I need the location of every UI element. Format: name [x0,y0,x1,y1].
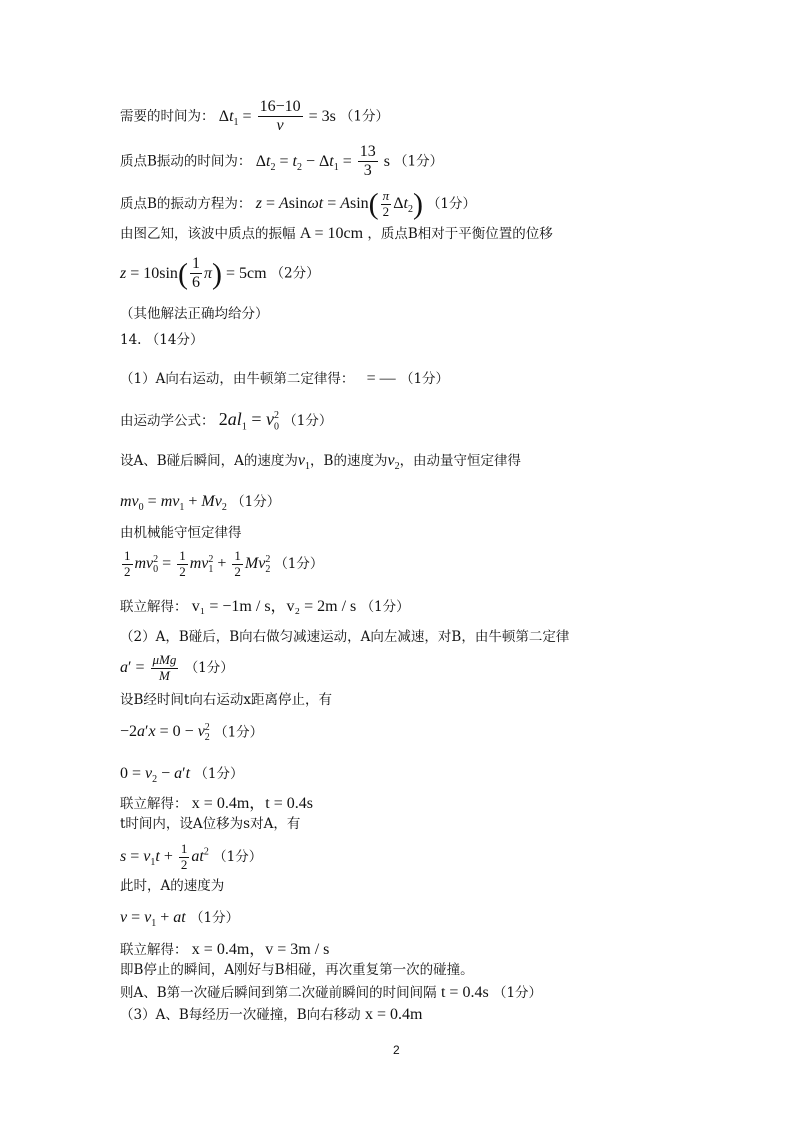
note-other-solutions: （其他解法正确均给分） [120,306,269,322]
line-deceleration [120,653,234,684]
line-part3 [120,1007,422,1023]
text-amplitude-a: 由图乙知，该波中质点的振幅 [120,226,296,242]
formula-kinematic-x: $-2a'x = 0 - v_2^2$ [120,722,210,744]
text-collision-a: 设A、B碰后瞬间，A的速度为 [120,453,298,469]
score-note: （1分） [184,660,234,677]
formula-x-t: x = 0.4m，t = 0.4s [191,795,313,812]
formula-kinematic-t: $0 = v_2 - a't$ [120,765,191,786]
score-note: （1分） [213,849,263,866]
line-repeat-collision: 即B停止的瞬间，A刚好与B相碰，再次重复第一次的碰撞。 [120,962,474,978]
formula-s: $s = v_1t$ + $\frac{1}{2}$ $at^2$ [120,841,209,872]
line-time-interval [120,985,542,1001]
line-collision-setup [120,453,521,472]
line-vibration-equation [120,189,476,220]
formula-blank: = — [358,370,396,387]
formula-x-v: x = 0.4m，v = 3m / s [191,941,330,958]
text-time-interval: 则A、B第一次碰后瞬间到第二次碰前瞬间的时间间隔 [120,985,437,1001]
label-solve: 联立解得： [120,599,188,615]
formula-2al: $2al_1 = v_0^2$ [218,409,279,433]
formula-displacement: z = 10sin( $\frac{1}{6}$ π) = 5cm [120,255,267,292]
score-note: （1分） [360,599,410,615]
line-displacement [120,255,320,293]
formula-a-prime: a′ = $\frac{\text{μMg}}{M}$ [120,652,177,683]
score-note: （1分） [190,910,240,926]
line-v-formula [120,910,239,929]
score-note: （1分） [399,371,450,387]
label-time-needed: 需要的时间为： [120,108,215,125]
score-note: （1分） [492,985,543,1001]
result-5cm: = 5cm [225,264,267,282]
line-energy-heading: 由机械能守恒定律得 [120,525,242,541]
formula-delta-t1: $\Delta t_1$ = $\frac{16-10}{v}$ = 3s [218,98,336,135]
formula-x-move: x = 0.4m [364,1006,423,1023]
line-s-formula [120,842,262,873]
score-note: （1分） [426,196,477,213]
formula-momentum: $mv_0 = mv_1 + Mv_2$ [120,493,227,514]
formula-energy: $\frac{1}{2}$ $mv_0^2$ = $\frac{1}{2}$ $mv_1^2$ + $\frac{1}{2}$ $Mv_2^2$ [124,548,271,579]
page-number: 2 [393,1043,400,1057]
label-kinematics: 由运动学公式： [120,413,215,429]
line-a-velocity-heading: 此时，A的速度为 [120,878,225,894]
line-solve-x-v [120,942,329,958]
score-note: （1分） [274,556,324,573]
fraction-denominator: v [276,117,284,135]
formula-velocities: v₁ = −1m / s，v₂ = 2m / s [191,598,357,615]
score-note: （1分） [231,494,281,510]
text-part1: （1）A向右运动，由牛顿第二定律得： [120,371,355,387]
line-newton-second-law [120,371,449,387]
question-14-heading: 14. （14分） [120,332,204,348]
result-3s: = 3s [308,107,336,125]
text-part3: （3）A、B每经历一次碰撞，B向右移动 [120,1007,361,1023]
fraction-numerator: 1 [190,255,202,274]
symbol-v2: $v_2$ [387,452,400,473]
score-note: （1分） [339,108,389,125]
unit-seconds: s [383,152,390,170]
line-vibration-time [120,143,443,181]
line-kinematics [120,410,332,433]
score-note: （1分） [214,724,264,741]
text-collision-b: ，B的速度为 [310,453,388,469]
line-time-needed [120,98,389,136]
line-part2: （2）A，B碰后，B向右做匀减速运动，A向左减速，对B，由牛顿第二定律 [120,629,570,645]
text-amplitude-b: ，质点B相对于平衡位置的位移 [367,226,553,242]
line-amplitude [120,226,553,242]
line-a-displacement-setup: t时间内，设A位移为s对A，有 [120,816,301,832]
fraction-denominator: 6 [191,274,200,292]
text-collision-c: ，由动量守恒定律得 [399,453,522,469]
line-solve-x-t [120,796,313,812]
formula-delta-t2: $\Delta t_2 = t_2 - \Delta t_1$ = $\frac{13}{3}$ s [255,143,390,180]
line-momentum [120,494,280,513]
score-note: （1分） [194,766,244,782]
symbol-v1: $v_1$ [297,452,311,473]
line-stop-setup: 设B经时间t向右运动x距离停止，有 [120,692,332,708]
label-solve: 联立解得： [120,942,188,958]
formula-v: $v = v_1$ + at [120,909,186,930]
score-note: （1分） [393,153,444,170]
fraction-numerator: 13 [358,143,378,162]
score-note: （1分） [283,413,333,429]
line-energy [120,549,323,580]
line-solve-velocities [120,599,410,615]
label-vibration-time: 质点B振动的时间为： [120,153,252,170]
formula-z-sin: z = Asinωt = Asin( $\frac{\pi}{2}$ $\Delta t_2$) [255,187,423,221]
formula-t-interval: t = 0.4s [440,984,489,1001]
fraction-denominator: 3 [363,162,372,180]
score-note: （2分） [270,265,320,282]
label-solve: 联立解得： [120,796,188,812]
line-kinematic-x [120,723,263,744]
label-vibration-equation: 质点B的振动方程为： [120,196,252,213]
fraction-numerator: 16−10 [258,98,303,117]
line-kinematic-t [120,766,244,785]
formula-amplitude: A = 10cm [299,225,364,242]
